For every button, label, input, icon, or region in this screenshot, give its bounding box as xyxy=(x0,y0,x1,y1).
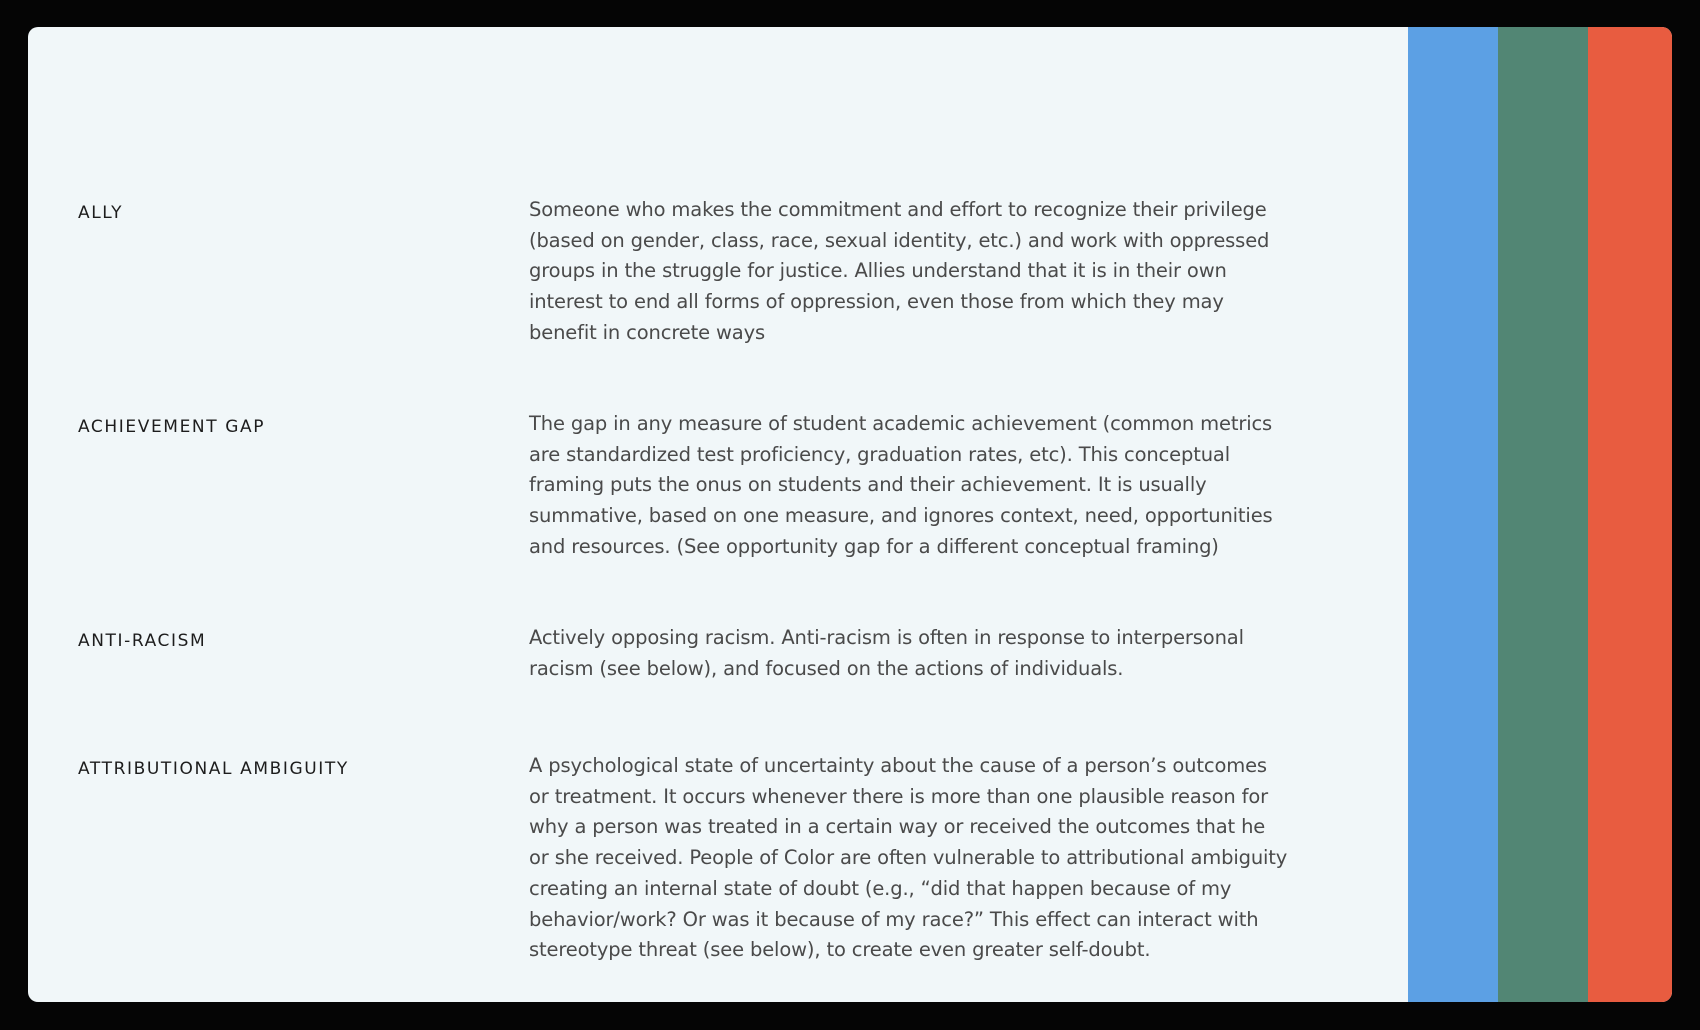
definition-anti-racism: Actively opposing racism. Anti-racism is often in response to interpersonal racism (see below), and focused on the actions of individuals. xyxy=(529,626,1244,680)
definition-achievement-gap: The gap in any measure of student academic achievement (common metrics are standardized test proficiency, graduation rates, etc). This conceptual framing puts the onus on students and their achievement. It is usually summative, based on one measure, and ignores context, need, opportunities and resources. (See opportunity gap for a different conceptual framing) xyxy=(529,412,1273,558)
definition-ally: Someone who makes the commitment and effort to recognize their privilege (based on gender, class, race, sexual identity, etc.) and work with oppressed groups in the struggle for justice. Allies understand that it is in their own interest to end all forms of oppression, even those from which they may benefit in concrete ways xyxy=(529,198,1270,344)
blue-stripe xyxy=(1408,27,1498,1002)
glossary xyxy=(28,27,1407,1002)
term-ally: ALLY xyxy=(78,203,124,223)
document-screen xyxy=(28,27,1672,1002)
term-attributional-ambiguity: ATTRIBUTIONAL AMBIGUITY xyxy=(78,759,349,779)
green-stripe xyxy=(1498,27,1588,1002)
orange-stripe xyxy=(1588,27,1672,1002)
definition-attributional-ambiguity: A psychological state of uncertainty about the cause of a person’s outcomes or treatment. It occurs whenever there is more than one plausible reason for why a person was treated in a certain way or received the outcomes that he or she received. People of Color are often vulnerable to attributional ambiguity creating an internal state of doubt (e.g., “did that happen because of my behavior/work? Or was it because of my race?” This effect can interact with stereotype threat (see below), to create even greater self-doubt. xyxy=(529,754,1288,962)
term-achievement-gap: ACHIEVEMENT GAP xyxy=(78,417,266,437)
decorative-color-stripes xyxy=(1408,27,1672,1002)
term-anti-racism: ANTI-RACISM xyxy=(78,631,207,651)
